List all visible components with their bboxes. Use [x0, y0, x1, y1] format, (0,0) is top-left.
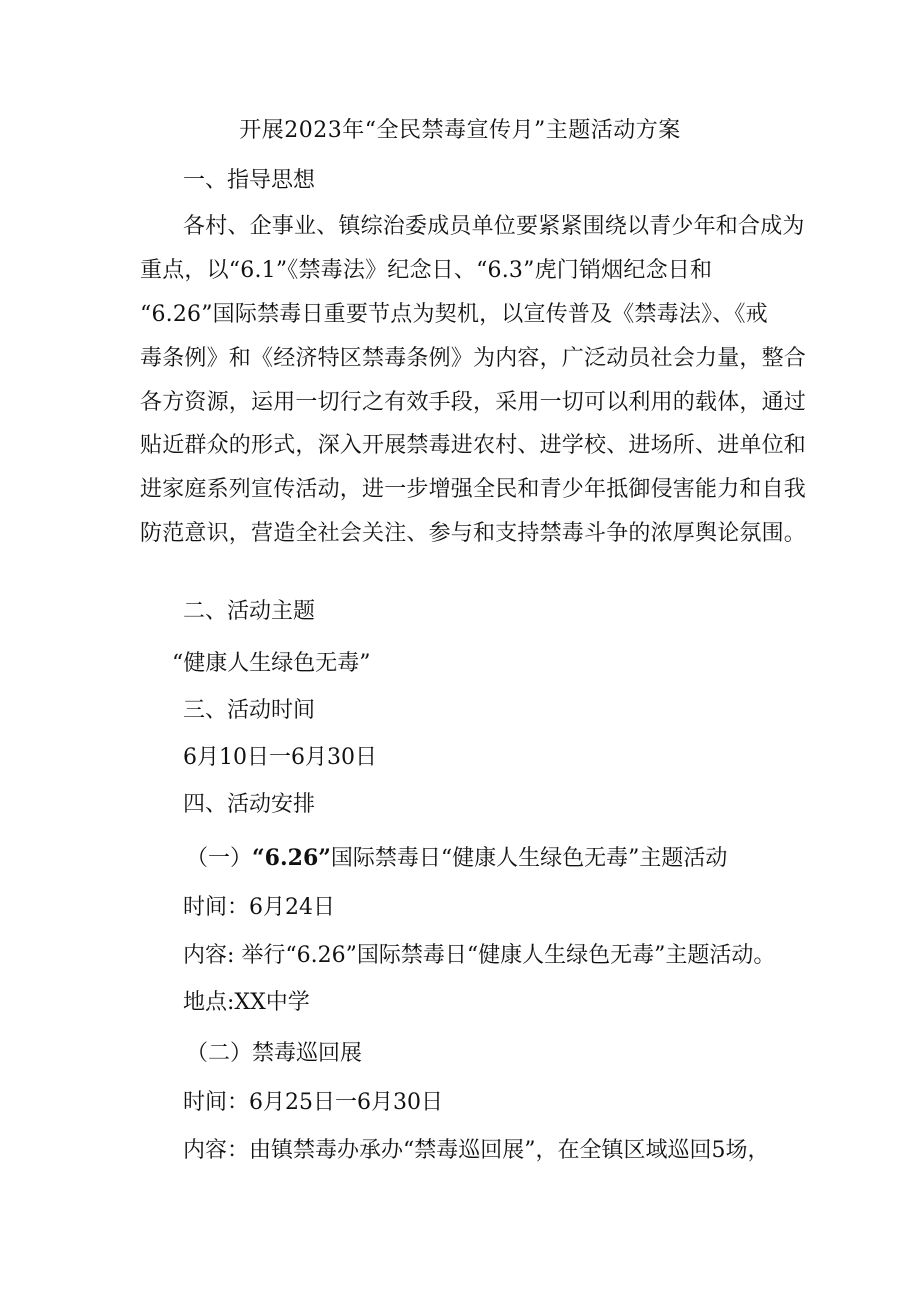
item1-time: 时间：6月24日	[183, 895, 335, 920]
item2-content: 内容：由镇禁毒办承办“禁毒巡回展”，在全镇区域巡回5场，	[183, 1138, 770, 1163]
guiding-ideology-paragraph	[140, 212, 807, 563]
item1-place: 地点:XX中学	[183, 990, 310, 1015]
item1-heading-prefix: （一）	[186, 846, 253, 871]
document-title: 开展2023年“全民禁毒宣传月”主题活动方案	[239, 118, 681, 143]
item1-heading	[186, 843, 727, 874]
section-heading-arrangement: 四、活动安排	[183, 792, 316, 817]
paragraph-line: 各方资源，运用一切行之有效手段，采用一切可以利用的载体，通过	[140, 389, 807, 415]
paragraph-line: 贴近群众的形式，深入开展禁毒进农村、进学校、进场所、进单位和	[140, 433, 807, 459]
paragraph-line: 进家庭系列宣传活动，进一步增强全民和青少年抵御侵害能力和自我	[140, 477, 807, 503]
section-heading-guiding-ideology: 一、指导思想	[183, 168, 316, 193]
paragraph-line: “6.26”国际禁毒日重要节点为契机，以宣传普及《禁毒法》、《戒	[140, 301, 768, 327]
section-heading-theme: 二、活动主题	[183, 599, 316, 624]
activity-theme: “健康人生绿色无毒”	[172, 651, 371, 676]
item1-heading-date: “6.26”	[252, 845, 331, 871]
item2-heading: （二）禁毒巡回展	[186, 1041, 363, 1066]
item1-content: 内容: 举行“6.26”国际禁毒日“健康人生绿色无毒”主题活动。	[183, 943, 776, 968]
paragraph-line: 防范意识，营造全社会关注、参与和支持禁毒斗争的浓厚舆论氛围。	[140, 521, 807, 547]
paragraph-line: 毒条例》和《经济特区禁毒条例》为内容，广泛动员社会力量，整合	[140, 345, 807, 371]
paragraph-line: 各村、企事业、镇综治委成员单位要紧紧围绕以青少年和合成为	[183, 214, 805, 239]
paragraph-line: 重点，以“6.1”《禁毒法》纪念日、“6.3”虎门销烟纪念日和	[140, 257, 713, 283]
item2-time: 时间：6月25日一6月30日	[183, 1090, 443, 1115]
item1-heading-text: 国际禁毒日“健康人生绿色无毒”主题活动	[330, 846, 728, 871]
section-heading-time: 三、活动时间	[183, 698, 316, 723]
activity-time: 6月10日一6月30日	[183, 745, 377, 770]
